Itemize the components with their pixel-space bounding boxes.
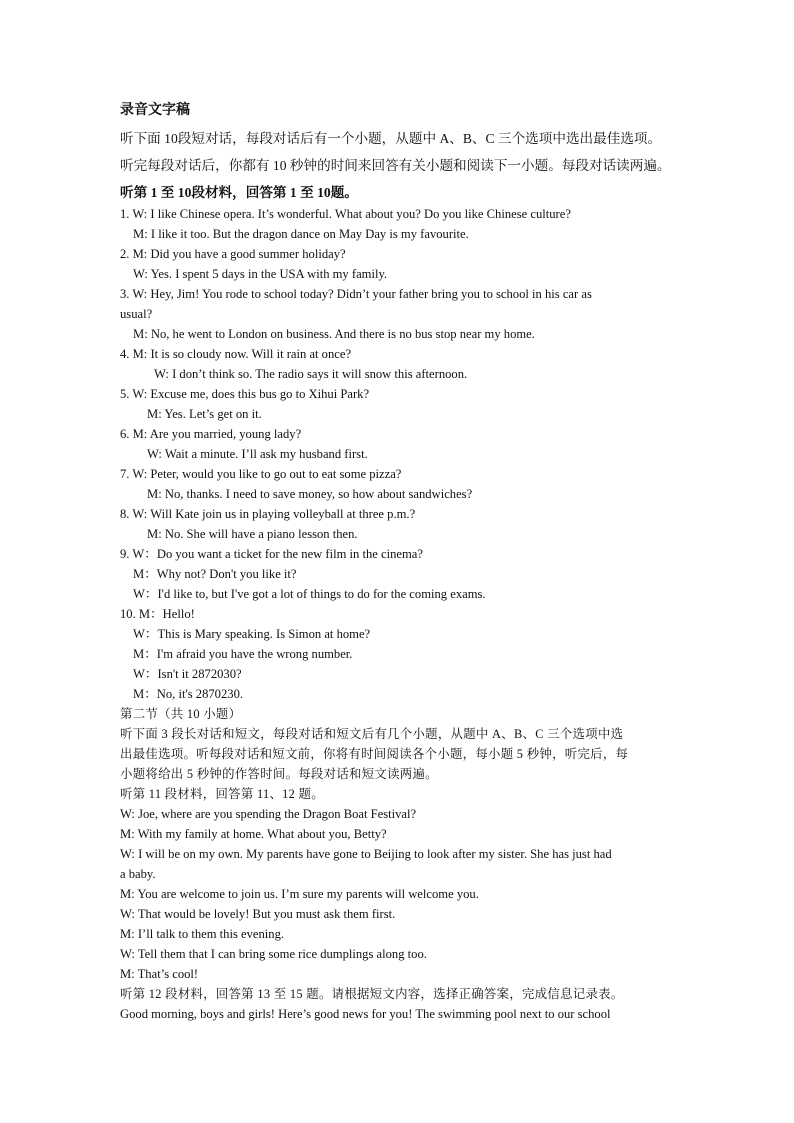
- section2-instruction-line: 听下面 3 段长对话和短文，每段对话和短文后有几个小题，从题中 A、B、C 三个选项中选: [120, 727, 624, 741]
- dialogue-line: W: Yes. I spent 5 days in the USA with my family.: [133, 267, 388, 281]
- dialogue-line: W：Isn't it 2872030?: [133, 667, 242, 681]
- dialogue-line: 9. W：Do you want a ticket for the new film in the cinema?: [120, 547, 423, 561]
- dialogue-line: 10. M：Hello!: [120, 607, 195, 621]
- dialogue-line: M：I'm afraid you have the wrong number.: [133, 647, 353, 661]
- dialogue-line: 4. M: It is so cloudy now. Will it rain at once?: [120, 347, 352, 361]
- dialogue-line: W: Joe, where are you spending the Dragon Boat Festival?: [120, 807, 417, 821]
- dialogue-line: M: No, he went to London on business. And there is no bus stop near my home.: [133, 327, 535, 341]
- passage-line: Good morning, boys and girls! Here’s good news for you! The swimming pool next to our school: [120, 1007, 611, 1021]
- dialogue-line: M: That’s cool!: [120, 967, 199, 981]
- dialogue-line: 3. W: Hey, Jim! You rode to school today? Didn’t your father bring you to school in his car as: [120, 287, 592, 301]
- section2-instruction-line: 出最佳选项。听每段对话和短文前，你将有时间阅读各个小题，每小题 5 秒钟，听完后，每: [120, 747, 629, 761]
- dialogue-line: W: I don’t think so. The radio says it will snow this afternoon.: [154, 367, 468, 381]
- dialogue-line: M: No, thanks. I need to save money, so how about sandwiches?: [147, 487, 473, 501]
- intro-line: 听下面 10段短对话，每段对话后有一个小题，从题中 A、B、C 三个选项中选出最佳选项。: [120, 131, 662, 146]
- dialogue-line: W: I will be on my own. My parents have gone to Beijing to look after my sister. She has just had: [120, 847, 612, 861]
- dialogue-line: M: Yes. Let’s get on it.: [147, 407, 262, 421]
- dialogue-line: M：Why not? Don't you like it?: [133, 567, 297, 581]
- part12-heading: 听第 12 段材料，回答第 13 至 15 题。请根据短文内容，选择正确答案，完成信息记录表。: [120, 987, 624, 1001]
- dialogue-line: a baby.: [120, 867, 156, 881]
- dialogue-line: W：I'd like to, but I've got a lot of things to do for the coming exams.: [133, 587, 486, 601]
- dialogue-line: W: That would be lovely! But you must ask them first.: [120, 907, 396, 921]
- dialogue-line: 7. W: Peter, would you like to go out to eat some pizza?: [120, 467, 402, 481]
- dialogue-line: 1. W: I like Chinese opera. It’s wonderful. What about you? Do you like Chinese culture?: [120, 207, 571, 221]
- dialogue-line: usual?: [120, 307, 153, 321]
- part11-heading: 听第 11 段材料，回答第 11、12 题。: [120, 787, 324, 801]
- dialogue-line: 2. M: Did you have a good summer holiday?: [120, 247, 346, 261]
- intro-line: 听完每段对话后，你都有 10 秒钟的时间来回答有关小题和阅读下一小题。每段对话读两遍。: [120, 158, 671, 173]
- part1-heading: 听第 1 至 10段材料，回答第 1 至 10题。: [120, 185, 358, 200]
- dialogue-line: M: No. She will have a piano lesson then.: [147, 527, 358, 541]
- dialogue-line: M: With my family at home. What about you, Betty?: [120, 827, 387, 841]
- dialogue-line: M: I’ll talk to them this evening.: [120, 927, 285, 941]
- dialogue-line: W: Tell them that I can bring some rice dumplings along too.: [120, 947, 427, 961]
- section2-instruction-line: 小题将给出 5 秒钟的作答时间。每段对话和短文读两遍。: [120, 767, 438, 781]
- dialogue-line: M：No, it's 2870230.: [133, 687, 244, 701]
- dialogue-line: W: Wait a minute. I’ll ask my husband first.: [147, 447, 368, 461]
- dialogue-line: 8. W: Will Kate join us in playing volleyball at three p.m.?: [120, 507, 416, 521]
- section2-title: 第二节（共 10 小题）: [120, 707, 242, 721]
- dialogue-line: 5. W: Excuse me, does this bus go to Xihui Park?: [120, 387, 370, 401]
- dialogue-line: W：This is Mary speaking. Is Simon at home?: [133, 627, 371, 641]
- document-title: 录音文字稿: [120, 103, 190, 118]
- dialogue-line: M: You are welcome to join us. I’m sure my parents will welcome you.: [120, 887, 479, 901]
- dialogue-line: 6. M: Are you married, young lady?: [120, 427, 302, 441]
- dialogue-line: M: I like it too. But the dragon dance on May Day is my favourite.: [133, 227, 469, 241]
